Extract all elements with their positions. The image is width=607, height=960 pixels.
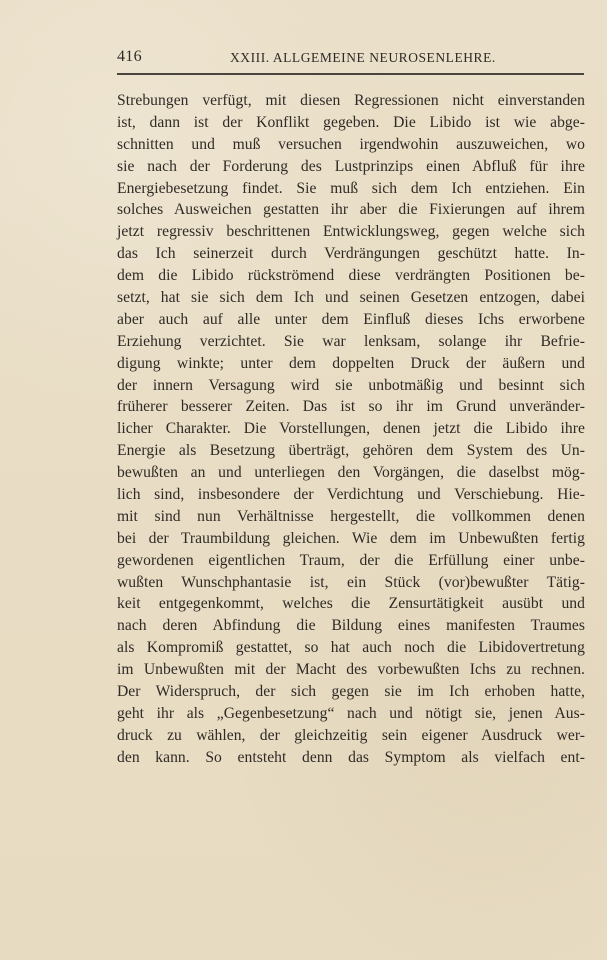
text-line: nach deren Abfindung die Bildung eines manifesten Traumes — [117, 617, 585, 635]
text-line: Energiebesetzung findet. Sie muß sich dem Ich entziehen. Ein — [117, 179, 585, 197]
text-line: früherer besserer Zeiten. Das ist so ihr im Grund unveränder- — [117, 398, 585, 416]
text-line: das Ich seinerzeit durch Verdrängungen geschützt hatte. In- — [117, 245, 585, 263]
text-line: als Kompromiß gestattet, so hat auch noch die Libidovertretung — [117, 639, 585, 657]
text-line: druck zu wählen, der gleichzeitig sein eigener Ausdruck wer- — [117, 726, 585, 744]
text-line: mit sind nun Verhältnisse hergestellt, die vollkommen denen — [117, 507, 585, 525]
text-line: Strebungen verfügt, mit diesen Regressionen nicht einverstanden — [117, 92, 585, 109]
text-line: aber auch auf alle unter dem Einfluß dieses Ichs erworbene — [117, 310, 585, 328]
text-line: im Unbewußten mit der Macht des vorbewußten Ichs zu rechnen. — [117, 661, 585, 679]
text-line: geht ihr als „Gegenbesetzung“ nach und nötigt sie, jenen Aus- — [117, 704, 585, 722]
text-line: Der Widerspruch, der sich gegen sie im Ich erhoben hatte, — [117, 683, 585, 701]
text-line: der innern Versagung wird sie unbotmäßig und besinnt sich — [117, 376, 585, 394]
body-text — [117, 90, 585, 769]
text-line: bewußten an und unterliegen den Vorgängen, die daselbst mög- — [117, 464, 585, 482]
text-line: bei der Traumbildung gleichen. Wie dem im Unbewußten fertig — [117, 529, 585, 547]
text-line: digung winkte; unter dem doppelten Druck der äußern und — [117, 354, 585, 372]
text-line: licher Charakter. Die Vorstellungen, denen jetzt die Libido ihre — [117, 420, 585, 438]
text-line: ist, dann ist der Konflikt gegeben. Die Libido ist wie abge- — [117, 113, 585, 131]
text-line: Erziehung verzichtet. Sie war lenksam, solange ihr Befrie- — [117, 332, 585, 350]
running-head: XXIII. ALLGEMEINE NEUROSENLEHRE. — [230, 50, 496, 65]
page-header — [117, 48, 584, 78]
text-line: dem die Libido rückströmend diese verdrängten Positionen be- — [117, 267, 585, 285]
header-rule — [117, 73, 584, 75]
text-line: wußten Wunschphantasie ist, ein Stück (vor)bewußter Tätig- — [117, 573, 585, 591]
text-line: setzt, hat sie sich dem Ich und seinen Gesetzen entzogen, dabei — [117, 289, 585, 307]
text-line: solches Ausweichen gestatten ihr aber die Fixierungen auf ihrem — [117, 201, 585, 219]
text-line: schnitten und muß versuchen irgendwohin auszuweichen, wo — [117, 135, 585, 153]
text-line: sie nach der Forderung des Lustprinzips einen Abfluß für ihre — [117, 157, 585, 175]
text-line: Energie als Besetzung überträgt, gehören dem System des Un- — [117, 442, 585, 460]
text-line: keit entgegenkommt, welches die Zensurtätigkeit ausübt und — [117, 595, 585, 613]
text-line: den kann. So entsteht denn das Symptom als vielfach ent- — [117, 748, 585, 766]
text-line: lich sind, insbesondere der Verdichtung und Verschiebung. Hie- — [117, 486, 585, 504]
text-line: gewordenen eigentlichen Traum, der die Erfüllung einer unbe- — [117, 551, 585, 569]
text-line: jetzt regressiv beschrittenen Entwicklungsweg, gegen welche sich — [117, 223, 585, 241]
page-number: 416 — [117, 48, 142, 65]
